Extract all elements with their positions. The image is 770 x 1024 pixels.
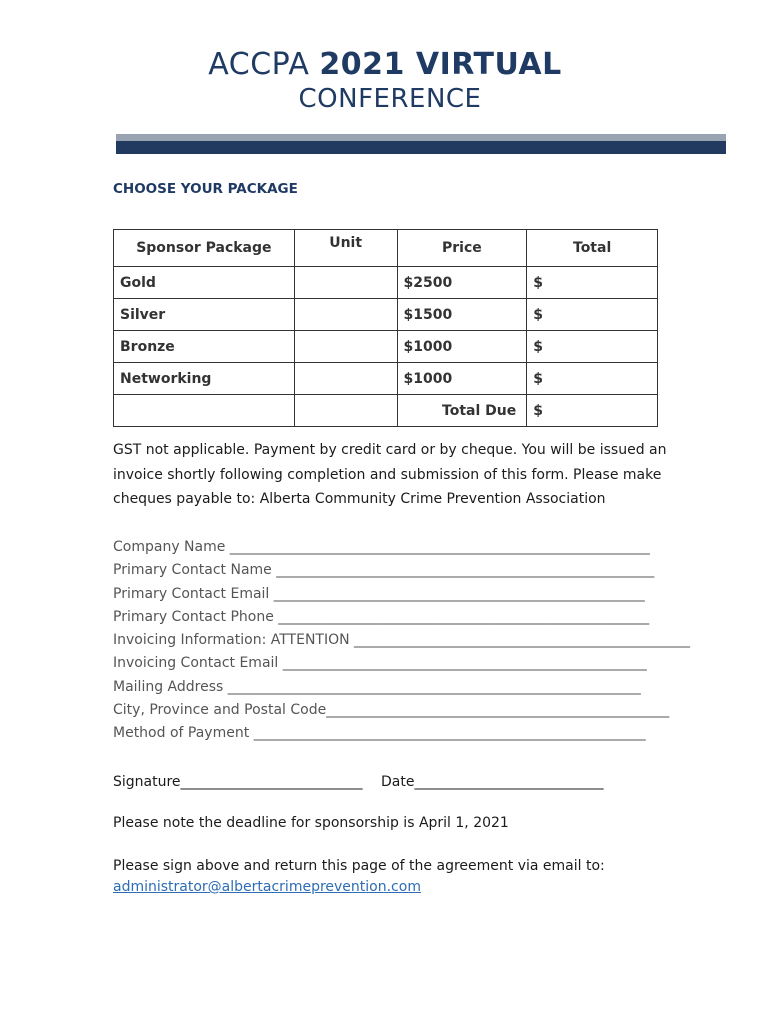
total-cell[interactable]: $ xyxy=(527,363,658,395)
header-unit: Unit xyxy=(294,230,397,267)
total-cell[interactable]: $ xyxy=(527,267,658,299)
table-row xyxy=(114,331,658,363)
payment-note: GST not applicable. Payment by credit card or by cheque. You will be issued an invoice shortly following completion and submission of this form. Please make cheques payable to: Alberta Community Crime Prevention Association xyxy=(113,442,667,507)
signature-line xyxy=(113,774,603,790)
empty-cell xyxy=(294,395,397,427)
unit-cell[interactable] xyxy=(294,299,397,331)
return-instructions xyxy=(113,856,605,898)
logo-org: ACCPA xyxy=(208,47,310,82)
table-row xyxy=(114,267,658,299)
package-name: Bronze xyxy=(114,331,295,363)
return-note: Please sign above and return this page of the agreement via email to: xyxy=(113,858,605,874)
price-cell: $1000 xyxy=(397,363,527,395)
field-city-province-postal[interactable]: City, Province and Postal Code_________________________________________________ xyxy=(113,702,670,719)
header-divider-bottom xyxy=(116,141,726,154)
header-price: Price xyxy=(397,230,527,267)
total-due-value[interactable]: $ xyxy=(527,395,658,427)
logo-subtitle: CONFERENCE xyxy=(298,84,482,114)
price-cell: $2500 xyxy=(397,267,527,299)
header-divider-top xyxy=(116,134,726,141)
price-cell: $1000 xyxy=(397,331,527,363)
header-sponsor-package: Sponsor Package xyxy=(114,230,295,267)
price-cell: $1500 xyxy=(397,299,527,331)
email-link[interactable]: administrator@albertacrimeprevention.com xyxy=(113,879,421,895)
field-company-name[interactable]: Company Name ____________________________________________________________ xyxy=(113,539,650,555)
unit-cell[interactable] xyxy=(294,331,397,363)
package-name: Networking xyxy=(114,363,295,395)
signature-field[interactable]: Signature__________________________ xyxy=(113,774,363,790)
table-row xyxy=(114,363,658,395)
total-due-label: Total Due xyxy=(397,395,527,427)
unit-cell[interactable] xyxy=(294,267,397,299)
field-invoicing-information[interactable]: Invoicing Information: ATTENTION ________________________________________________ xyxy=(113,632,691,649)
field-invoicing-contact-email[interactable]: Invoicing Contact Email ____________________________________________________ xyxy=(113,655,647,672)
total-cell[interactable]: $ xyxy=(527,331,658,363)
section-title: CHOOSE YOUR PACKAGE xyxy=(113,181,298,197)
header-total: Total xyxy=(527,230,658,267)
package-table xyxy=(113,229,658,427)
package-name: Gold xyxy=(114,267,295,299)
total-cell[interactable]: $ xyxy=(527,299,658,331)
deadline-note: Please note the deadline for sponsorship is April 1, 2021 xyxy=(113,815,509,831)
date-field[interactable]: Date___________________________ xyxy=(381,774,604,790)
empty-cell xyxy=(114,395,295,427)
unit-cell[interactable] xyxy=(294,363,397,395)
package-name: Silver xyxy=(114,299,295,331)
logo-line-1 xyxy=(0,46,770,84)
contact-fields xyxy=(113,536,690,746)
field-primary-contact-email[interactable]: Primary Contact Email _____________________________________________________ xyxy=(113,585,645,602)
table-header-row xyxy=(114,230,658,267)
table-row xyxy=(114,299,658,331)
field-primary-contact-phone[interactable]: Primary Contact Phone _____________________________________________________ xyxy=(113,608,650,625)
logo-title: 2021 VIRTUAL xyxy=(319,47,562,82)
total-due-row xyxy=(114,395,658,427)
conference-logo xyxy=(0,46,770,114)
field-mailing-address[interactable]: Mailing Address ___________________________________________________________ xyxy=(113,678,641,695)
field-method-of-payment[interactable]: Method of Payment ________________________________________________________ xyxy=(113,725,646,742)
field-primary-contact-name[interactable]: Primary Contact Name ______________________________________________________ xyxy=(113,562,655,579)
